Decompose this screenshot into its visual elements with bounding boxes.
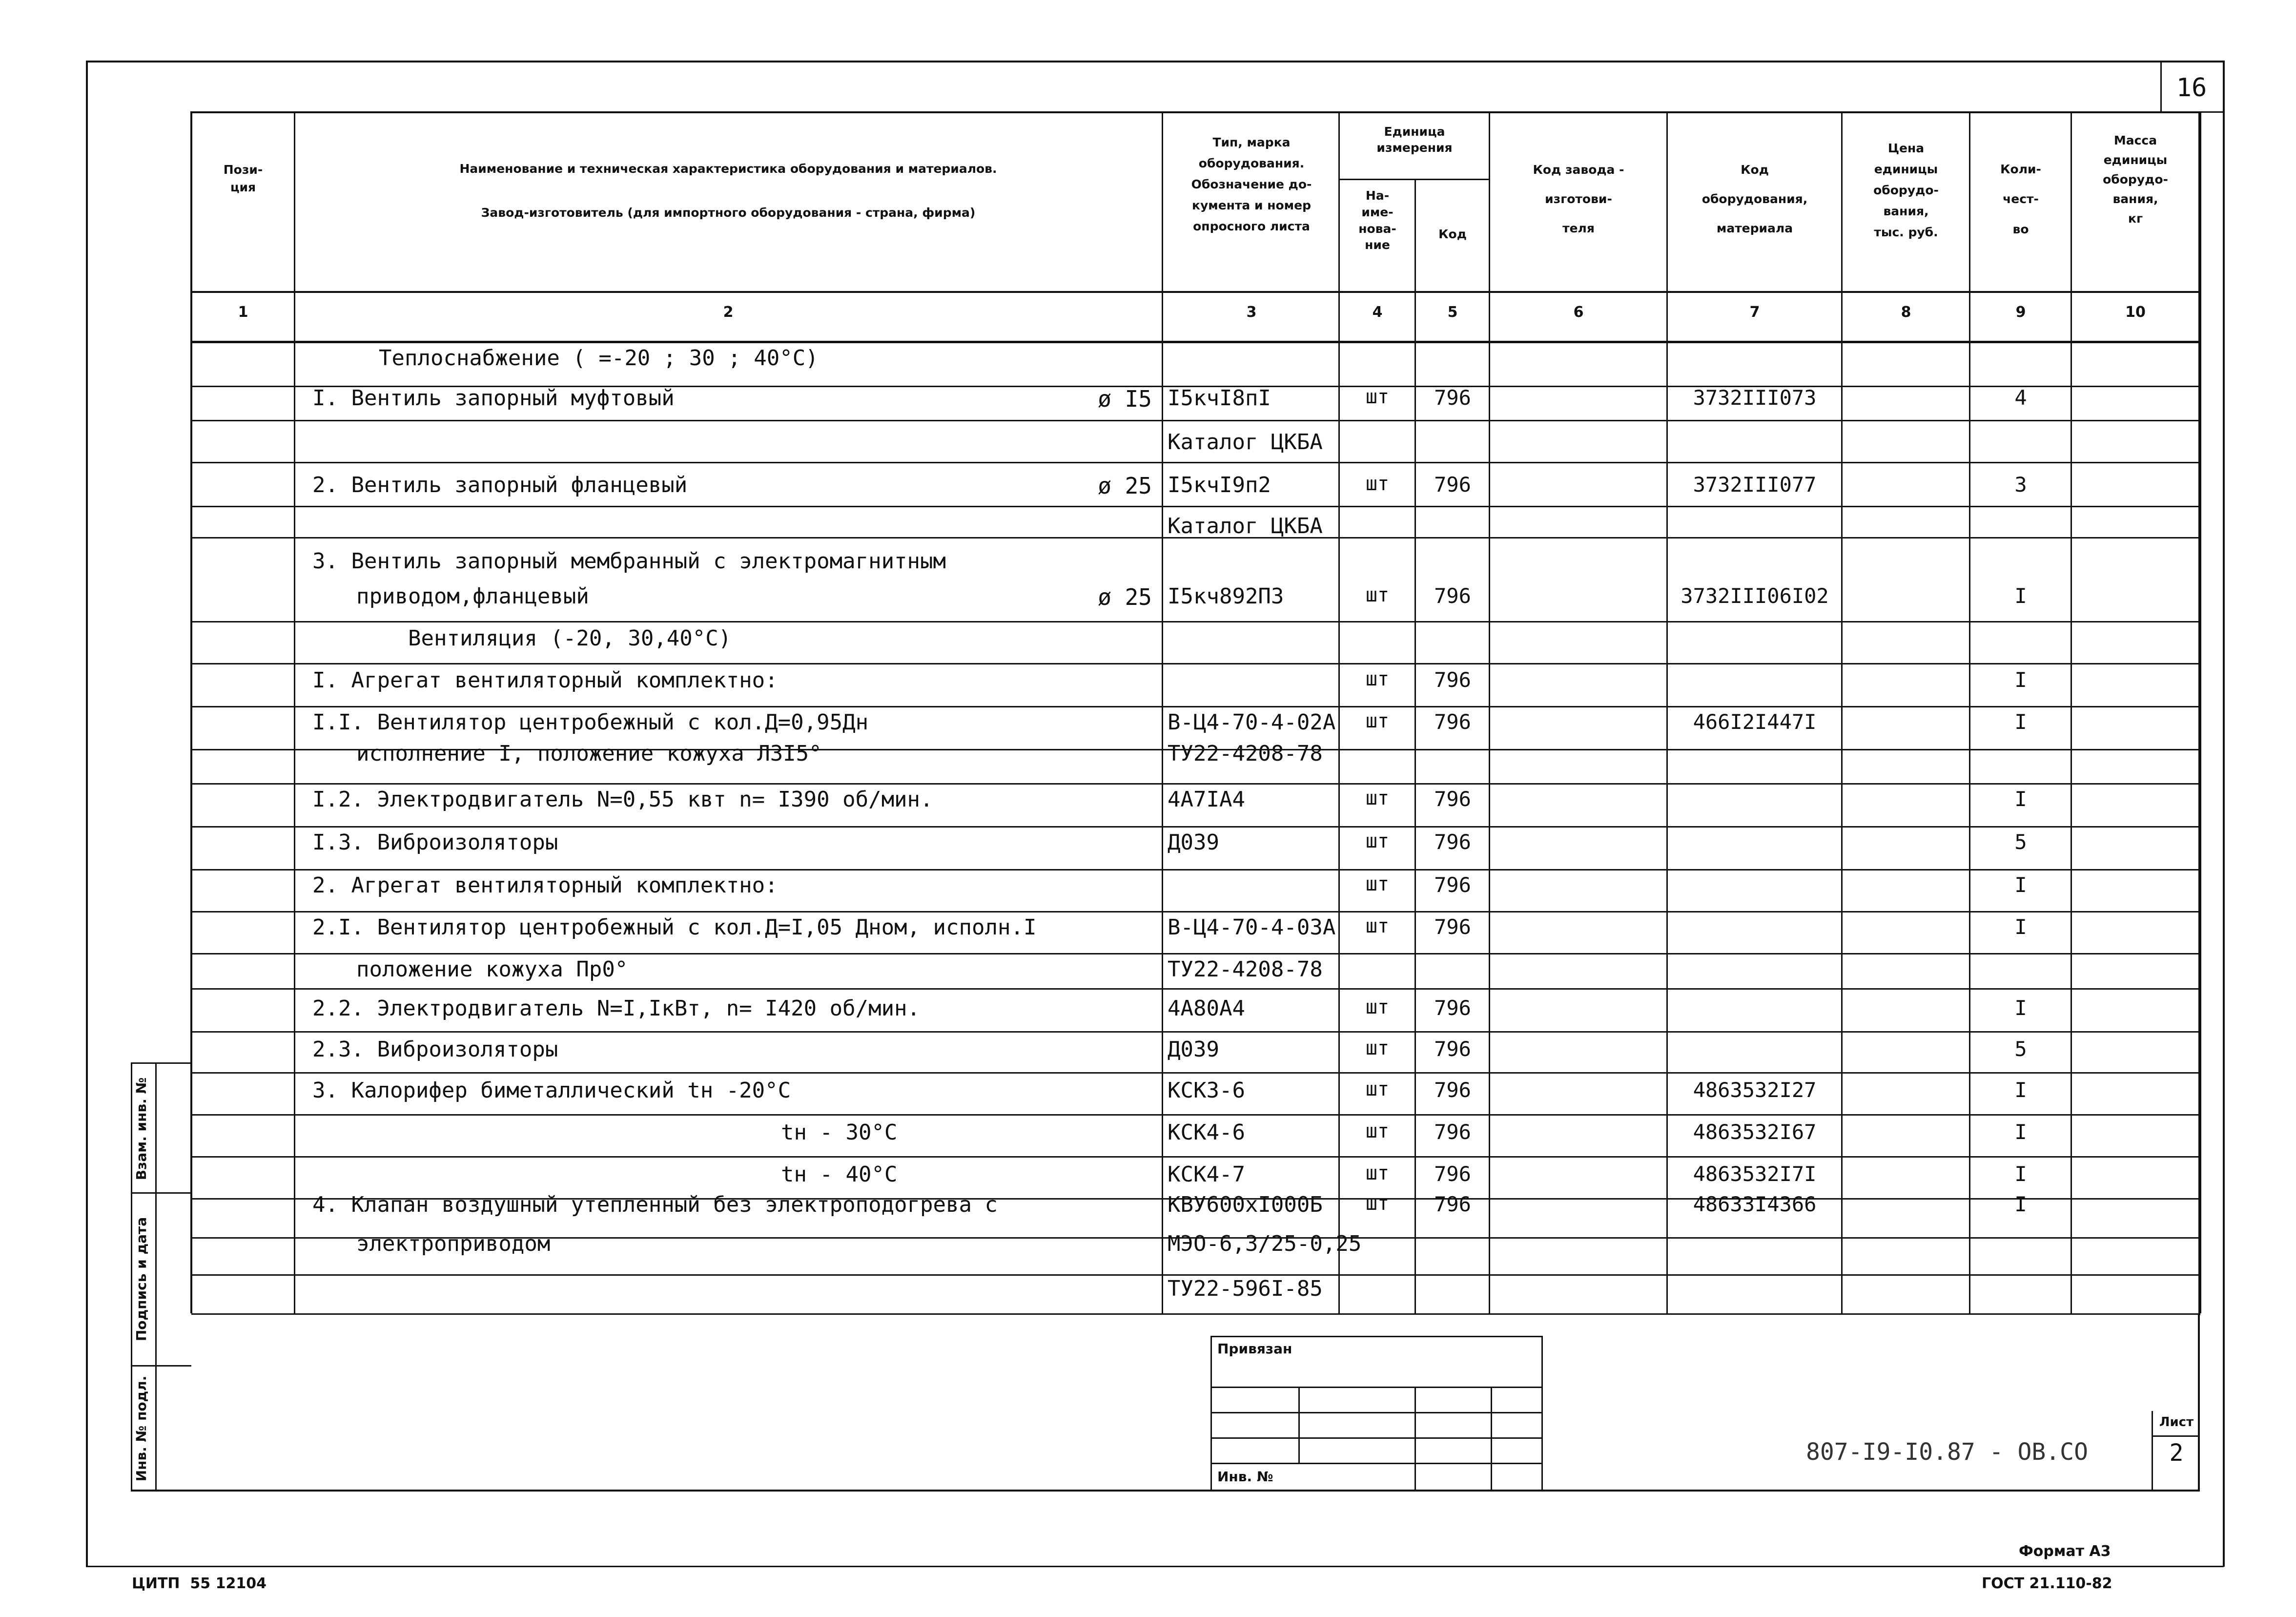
row-quantity: I [2014,1078,2027,1102]
column-number-6: 6 [1573,304,1584,321]
row-divider [190,663,2200,664]
row-divider [190,621,2200,622]
row-divider [190,420,2200,421]
side-stamp-podpis: Подпись и дата [133,1217,149,1342]
column-line-2 [1162,111,1163,1313]
row-type: КСК3-6 [1168,1078,1245,1103]
row-unit-code: 796 [1434,996,1471,1020]
row-unit-code: 796 [1434,1192,1471,1216]
privyazan-row-3 [1210,1437,1542,1439]
header-name-line1: Наименование и техническая характеристика оборудования и материалов. [459,162,997,176]
row-diameter: ø 25 [1098,584,1152,610]
side-stamp-vzam: Взам. инв. № [133,1077,149,1181]
row-name: 2.3. Виброизоляторы [312,1037,558,1062]
unit-subheader-line [1338,179,1490,180]
column-number-1: 1 [238,304,248,321]
header-type: Тип, марка оборудования. Обозначение до- кумента и номер опросного листа [1191,135,1312,233]
privyazan-top [1210,1336,1542,1337]
row-unit-code: 796 [1434,710,1471,734]
list-label: Лист [2159,1415,2194,1430]
row-equipment-code: 48633I4366 [1693,1192,1817,1216]
row-divider [190,506,2200,507]
header-bottom [190,291,2200,293]
row-diameter: ø I5 [1098,386,1152,412]
row-name: I.2. Электродвигатель N=0,55 квт n= I390 об/мин. [312,787,933,812]
table-top [190,111,2200,113]
row-type: 4А7IА4 [1168,787,1245,812]
row-divider [190,1156,2200,1158]
row-type: ТУ22-4208-78 [1168,741,1323,766]
row-quantity: I [2014,915,2027,939]
row-quantity: I [2014,787,2027,811]
row-unit: шт [1365,1037,1390,1059]
column-number-2: 2 [723,304,734,321]
row-equipment-code: 466I2I447I [1693,710,1817,734]
row-unit: шт [1365,386,1390,408]
footer-gost: ГОСТ 21.110-82 [1982,1575,2112,1592]
row-type: Каталог ЦКБА [1168,514,1323,539]
row-name: положение кожуха Пр0° [356,957,628,982]
inv-no-label: Инв. № [1217,1469,1273,1485]
row-divider [190,826,2200,828]
row-unit-code: 796 [1434,1078,1471,1102]
row-unit: шт [1365,584,1390,606]
row-type: 4А80А4 [1168,996,1245,1021]
row-unit: шт [1365,1120,1390,1142]
row-quantity: I [2014,1120,2027,1144]
list-box-left [2152,1411,2153,1490]
row-name: Вентиляция (-20, 30,40°C) [408,626,732,651]
row-name: tн - 30°C [781,1120,898,1145]
column-numbers-bottom [190,341,2200,343]
row-unit-code: 796 [1434,1162,1471,1186]
row-divider [190,706,2200,707]
row-type: ТУ22-596I-85 [1168,1276,1323,1301]
column-line-10 [2199,111,2201,1313]
row-divider [190,869,2200,871]
row-divider [190,953,2200,954]
row-name: tн - 40°C [781,1162,898,1187]
row-unit: шт [1365,873,1390,895]
header-position: Пози- ция [223,163,263,195]
row-quantity: I [2014,668,2027,692]
footer-format: Формат А3 [2019,1543,2111,1560]
row-unit: шт [1365,668,1390,690]
side-stamp-sep-1 [131,1192,191,1194]
row-unit-code: 796 [1434,473,1471,497]
row-type: I5кч892П3 [1168,584,1284,609]
side-stamp-left [131,1062,132,1491]
row-divider [190,462,2200,463]
row-unit-code: 796 [1434,386,1471,410]
row-type: Д039 [1168,1037,1219,1062]
row-divider [190,1031,2200,1033]
side-stamp-top [131,1062,191,1064]
outer-frame-right [2223,61,2225,1567]
row-unit-code: 796 [1434,787,1471,811]
footer-citp: ЦИТП 55 12104 [132,1575,266,1592]
header-unit-code: Код [1438,227,1467,241]
row-unit: шт [1365,1078,1390,1100]
header-mass: Масса единицы оборудо- вания, кг [2103,133,2168,226]
header-unit-name: На- име- нова- ние [1358,188,1396,252]
column-line-0 [190,111,192,1313]
row-name: I.3. Виброизоляторы [312,830,558,855]
row-equipment-code: 3732III077 [1693,473,1817,497]
outer-frame-left [86,61,88,1567]
title-block-bottom [131,1490,2199,1492]
row-name: 2.2. Электродвигатель N=I,IкВт, n= I420 об/мин. [312,996,921,1021]
row-name: I. Агрегат вентиляторный комплектно: [312,668,778,693]
privyazan-label: Привязан [1217,1341,1292,1357]
column-number-8: 8 [1901,304,1911,321]
row-name: 2.I. Вентилятор центробежный с кол.Д=I,05 Дном, исполн.I [312,915,1037,940]
row-name: Теплоснабжение ( =-20 ; 30 ; 40°C) [379,346,819,371]
document-code: 807-I9-I0.87 - ОВ.СО [1806,1438,2088,1466]
row-name: 3. Калорифер биметаллический tн -20°C [312,1078,791,1103]
row-quantity: I [2014,996,2027,1020]
row-equipment-code: 4863532I67 [1693,1120,1817,1144]
row-name: 4. Клапан воздушный утепленный без электроподогрева с [312,1192,998,1217]
row-name: приводом,фланцевый [356,584,589,609]
header-quantity: Коли- чест- во [2000,162,2041,236]
row-type: I5кчI9п2 [1168,473,1271,498]
row-name: электроприводом [356,1231,551,1256]
header-equipment-code: Код оборудования, материала [1702,163,1808,235]
row-quantity: 4 [2014,386,2027,410]
row-quantity: I [2014,1162,2027,1186]
row-equipment-code: 4863532I27 [1693,1078,1817,1102]
row-type: В-Ц4-70-4-03А [1168,915,1336,940]
column-number-7: 7 [1749,304,1760,321]
header-maker-code: Код завода - изготови- теля [1533,163,1624,235]
row-name: 2. Вентиль запорный фланцевый [312,473,688,498]
row-divider [190,1114,2200,1116]
privyazan-col-3 [1491,1387,1492,1490]
side-stamp-inv-podl: Инв. № подл. [133,1375,149,1482]
list-number: 2 [2169,1439,2184,1467]
row-unit-code: 796 [1434,668,1471,692]
outer-frame-bottom [86,1566,2224,1567]
row-unit: шт [1365,473,1390,495]
row-unit: шт [1365,996,1390,1018]
row-quantity: 5 [2014,1037,2027,1061]
row-unit-code: 796 [1434,915,1471,939]
row-equipment-code: 3732III06I02 [1681,584,1829,608]
row-unit: шт [1365,1192,1390,1215]
row-divider [190,1274,2200,1276]
row-unit: шт [1365,787,1390,809]
row-divider [190,783,2200,785]
row-quantity: I [2014,710,2027,734]
row-equipment-code: 3732III073 [1693,386,1817,410]
row-type: КСК4-6 [1168,1120,1245,1145]
row-quantity: I [2014,1192,2027,1216]
row-unit: шт [1365,830,1390,852]
privyazan-col-2 [1414,1387,1416,1490]
row-name: I.I. Вентилятор центробежный с кол.Д=0,95Дн [312,710,869,735]
row-diameter: ø 25 [1098,473,1152,499]
sheet-corner-number: 16 [2176,73,2207,103]
privyazan-row-1 [1210,1387,1542,1388]
row-type: ТУ22-4208-78 [1168,957,1323,982]
row-type: КВУ600хI000Б [1168,1192,1323,1217]
column-number-4: 4 [1372,304,1383,321]
row-divider [190,988,2200,990]
row-unit: шт [1365,710,1390,732]
row-quantity: I [2014,873,2027,897]
column-number-5: 5 [1447,304,1458,321]
row-name: 2. Агрегат вентиляторный комплектно: [312,873,778,898]
side-stamp-divider [155,1062,157,1491]
row-name: исполнение I, положение кожуха Л3I5° [356,741,822,766]
row-divider [190,1072,2200,1074]
privyazan-col-1 [1298,1387,1300,1463]
column-number-3: 3 [1246,304,1257,321]
column-number-10: 10 [2125,304,2146,321]
row-equipment-code: 4863532I7I [1693,1162,1817,1186]
row-type: Каталог ЦКБА [1168,430,1323,455]
row-name: I. Вентиль запорный муфтовый [312,386,675,411]
row-type: КСК4-7 [1168,1162,1245,1187]
row-type: МЭО-6,3/25-0,25 [1168,1231,1362,1256]
column-line-1 [294,111,295,1313]
row-unit-code: 796 [1434,1120,1471,1144]
row-quantity: 5 [2014,830,2027,854]
title-block-top [191,1313,2199,1315]
outer-frame-top [86,61,2224,62]
row-unit: шт [1365,915,1390,937]
row-unit-code: 796 [1434,830,1471,854]
column-number-9: 9 [2015,304,2026,321]
corner-box-left [2160,61,2162,112]
row-divider [190,911,2200,912]
row-unit-code: 796 [1434,873,1471,897]
row-unit: шт [1365,1162,1390,1184]
header-name-line2: Завод-изготовитель (для импортного оборудования - страна, фирма) [481,206,976,220]
row-quantity: 3 [2014,473,2027,497]
row-type: В-Ц4-70-4-02А [1168,710,1336,735]
row-type: Д039 [1168,830,1219,855]
list-box-divider [2152,1435,2199,1437]
privyazan-row-4 [1210,1463,1542,1464]
row-type: I5кчI8пI [1168,386,1271,411]
row-name: 3. Вентиль запорный мембранный с электромагнитным [312,549,946,574]
privyazan-row-2 [1210,1412,1542,1413]
header-price: Цена единицы оборудо- вания, тыс. руб. [1873,141,1939,239]
header-unit-group: Единица измерения [1376,124,1453,155]
row-unit-code: 796 [1434,1037,1471,1061]
row-quantity: I [2014,584,2027,608]
row-unit-code: 796 [1434,584,1471,608]
